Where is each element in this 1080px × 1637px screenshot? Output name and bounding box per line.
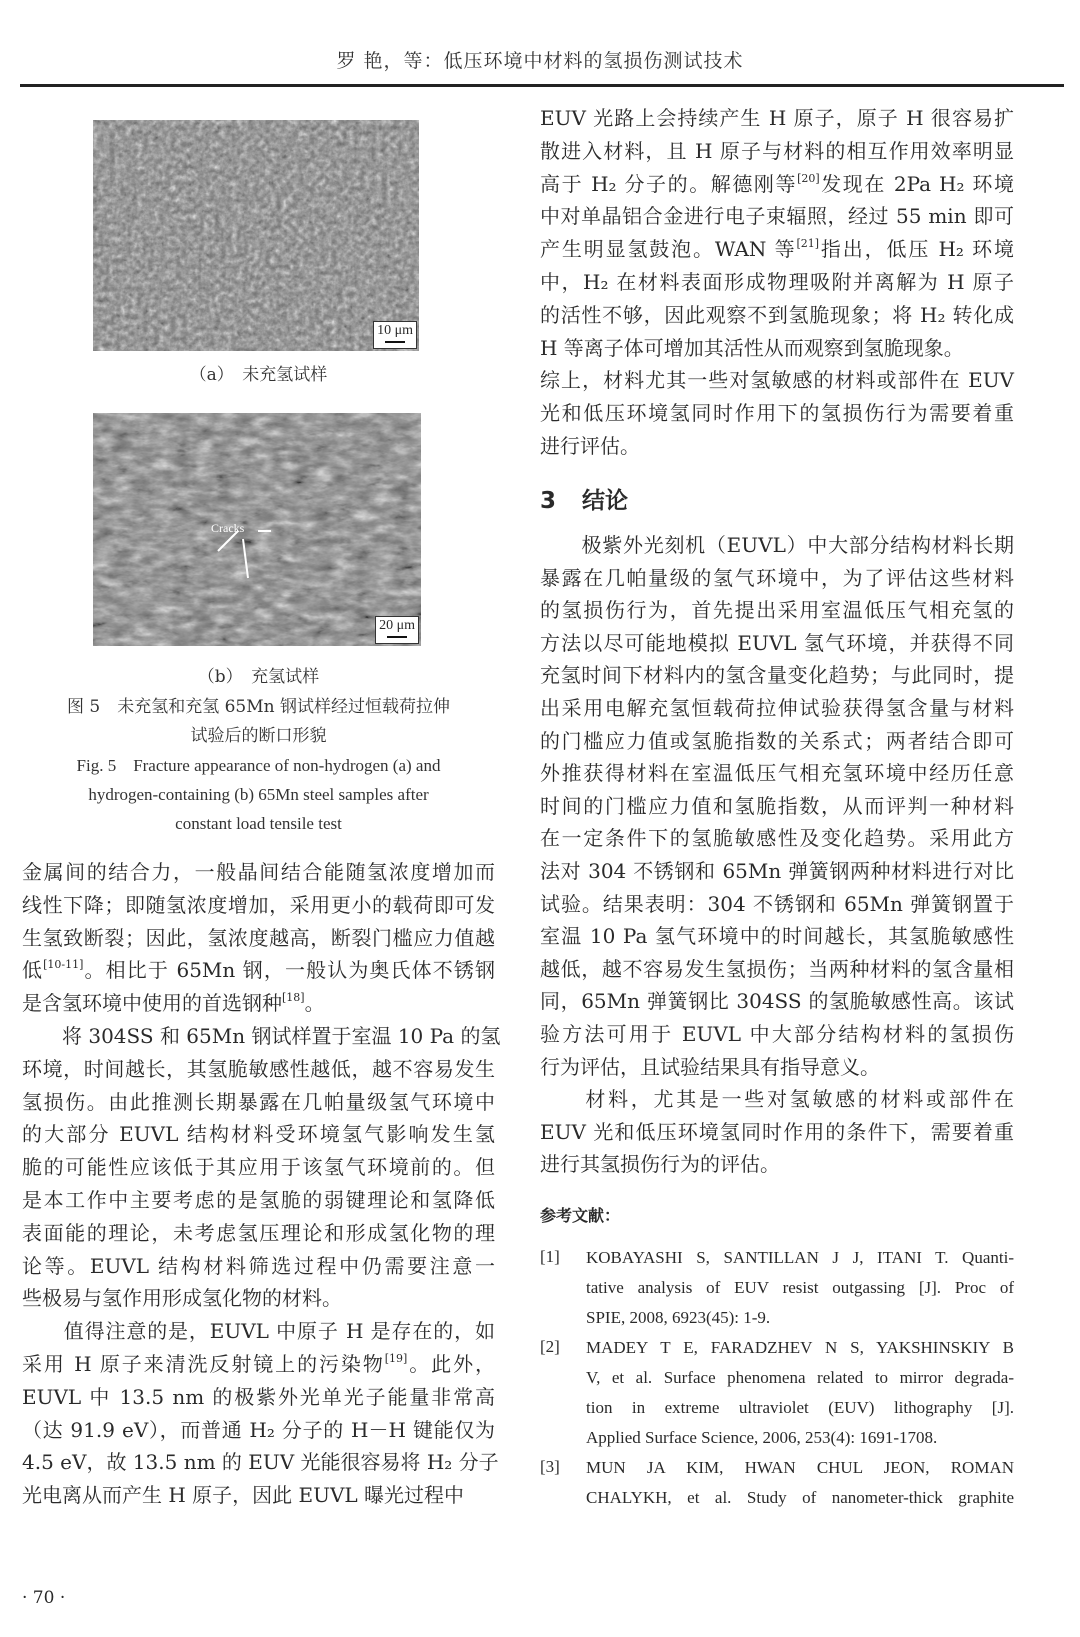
text-line: 的活性不够，因此观察不到氢脆现象；将 H₂ 转化成 xyxy=(540,302,1014,327)
text-line: 进行评估。 xyxy=(540,434,640,458)
text-line: 光和低压环境氢同时作用下的氢损伤行为需要着重 xyxy=(540,401,1014,426)
reference-line: tative analysis of EUV resist outgassing [J]. Proc of xyxy=(586,1278,1014,1297)
text-line: 法对 304 不锈钢和 65Mn 弹簧钢两种材料进行对比 xyxy=(540,859,1014,883)
section-number: 3 xyxy=(540,488,557,514)
text-line: 同，65Mn 弹簧钢比 304SS 的氢脆敏感性高。该试 xyxy=(540,989,1014,1014)
text-line: 些极易与氢作用形成氢化物的材料。 xyxy=(22,1286,342,1311)
text-line: 在一定条件下的氢脆敏感性及变化趋势。采用此方 xyxy=(540,826,1014,851)
reference-number: [3] xyxy=(540,1457,560,1476)
scale-label: 10 μm xyxy=(377,323,413,338)
text-line: 表面能的理论，未考虑氢压理论和形成氢化物的理 xyxy=(22,1220,495,1245)
citation[interactable]: [18] xyxy=(282,991,305,1005)
figure-caption-en-2: hydrogen-containing (b) 65Mn steel samples after xyxy=(88,785,429,804)
text-line: 将 304SS 和 65Mn 钢试样置于室温 10 Pa 的氢 xyxy=(22,1024,501,1048)
text-line: 材料，尤其是一些对氢敏感的材料或部件在 xyxy=(540,1087,1014,1112)
text-line: （达 91.9 eV），而普通 H₂ 分子的 H－H 键能仅为 xyxy=(22,1417,495,1442)
text-line: 线性下降；即随氢浓度增加，采用更小的载荷即可发 xyxy=(22,892,495,917)
sem-texture xyxy=(93,120,419,351)
text-line: 方法以尽可能地模拟 EUVL 氢气环境，并获得不同 xyxy=(540,630,1014,655)
text-line: 采用 H 原子来清洗反射镜上的污染物[19]。此外， xyxy=(22,1352,496,1376)
reference-line: V, et al. Surface phenomena related to mirror degrada- xyxy=(586,1368,1014,1387)
scale-bar-b xyxy=(375,616,419,644)
text-line: 是本工作中主要考虑的是氢脆的弱键理论和氢降低 xyxy=(22,1188,495,1212)
text-line: 是含氢环境中使用的首选钢种[18]。 xyxy=(22,991,325,1016)
text-line: 充氢时间下材料内的氢含量变化趋势；与此同时，提 xyxy=(540,663,1014,688)
reference-line: CHALYKH, et al. Study of nanometer-thick graphite xyxy=(586,1488,1014,1507)
reference-line: Applied Surface Science, 2006, 253(4): 1691-1708. xyxy=(586,1428,938,1447)
citation[interactable]: [19] xyxy=(384,1352,408,1365)
text-line: H 等离子体可增加其活性从而观察到氢脆现象。 xyxy=(540,335,964,360)
text-line: 越低，越不容易发生氢损伤；当两种材料的氢含量相 xyxy=(540,956,1014,981)
scale-bar-a xyxy=(373,321,417,349)
text-line: 低[10-11]。相比于 65Mn 钢，一般认为奥氏体不锈钢 xyxy=(22,958,496,983)
text-line: 试验。结果表明：304 不锈钢和 65Mn 弹簧钢置于 xyxy=(540,891,1014,916)
section-heading xyxy=(540,482,628,515)
header-rule xyxy=(20,84,1064,87)
text-line: 中，H₂ 在材料表面形成物理吸附并离解为 H 原子 xyxy=(540,270,1014,294)
text-line: 氢损伤。由此推测长期暴露在几帕量级氢气环境中 xyxy=(22,1089,495,1114)
reference-line: MADEY T E, FARADZHEV N S, YAKSHINSKIY B xyxy=(586,1338,1014,1357)
section-title: 结论 xyxy=(582,488,629,514)
reference-number: [2] xyxy=(540,1337,560,1356)
sem-image-b xyxy=(93,413,421,646)
reference-line: SPIE, 2008, 6923(45): 1-9. xyxy=(586,1308,771,1327)
text-line: 行为评估，且试验结果具有指导意义。 xyxy=(540,1054,880,1079)
text-line: 脆的可能性应该低于其应用于该氢气环境前的。但 xyxy=(22,1155,495,1180)
figure-caption-en-3: constant load tensile test xyxy=(175,814,342,833)
text-line: EUV 光和低压环境氢同时作用的条件下，需要着重 xyxy=(540,1119,1014,1144)
text-line: 室温 10 Pa 氢气环境中的时间越长，其氢脆敏感性 xyxy=(540,924,1014,949)
text-line: EUVL 中 13.5 nm 的极紫外光单光子能量非常高 xyxy=(22,1384,495,1409)
text-line: 综上，材料尤其一些对氢敏感的材料或部件在 EUV xyxy=(540,368,1014,393)
reference-line: MUN JA KIM, HWAN CHUL JEON, ROMAN xyxy=(586,1458,1014,1477)
text-line: 光电离从而产生 H 原子，因此 EUVL 曝光过程中 xyxy=(22,1483,465,1508)
references-heading: 参考文献： xyxy=(540,1206,621,1225)
citation[interactable]: [10-11] xyxy=(43,958,84,972)
citation[interactable]: [20] xyxy=(797,171,820,185)
text-line: 出采用电解充氢恒载荷拉伸试验获得氢含量与材料 xyxy=(540,696,1014,720)
figure-caption-cn-1: 图 5 未充氢和充氢 65Mn 钢试样经过恒载荷拉伸 xyxy=(66,697,450,717)
text-line: 进行其氢损伤行为的评估。 xyxy=(540,1152,780,1177)
text-line: EUV 光路上会持续产生 H 原子，原子 H 很容易扩 xyxy=(540,106,1014,130)
figure-caption-en-1: Fig. 5 Fracture appearance of non-hydrogen (a) and xyxy=(76,756,441,775)
text-line: 暴露在几帕量级的氢气环境中，为了评估这些材料 xyxy=(540,565,1014,590)
text-line: 极紫外光刻机（EUVL）中大部分结构材料长期 xyxy=(540,533,1014,557)
text-line: 生氢致断裂；因此，氢浓度越高，断裂门槛应力值越 xyxy=(22,925,495,950)
text-line: 的氢损伤行为，首先提出采用室温低压气相充氢的 xyxy=(540,598,1014,623)
text-line: 金属间的结合力，一般晶间结合能随氢浓度增加而 xyxy=(22,860,495,884)
text-line: 4.5 eV，故 13.5 nm 的 EUV 光能很容易将 H₂ 分子 xyxy=(22,1450,499,1475)
text-line: 时间的门槛应力值和氢脆指数，从而评判一种材料 xyxy=(540,793,1014,818)
text-line: 的门槛应力值或氢脆指数的关系式；两者结合即可 xyxy=(540,728,1014,753)
running-head: 罗 艳，等：低压环境中材料的氢损伤测试技术 xyxy=(336,50,744,72)
text-line: 值得注意的是，EUVL 中原子 H 是存在的，如 xyxy=(22,1319,495,1344)
sem-image-a xyxy=(93,120,419,351)
reference-number: [1] xyxy=(540,1247,560,1266)
reference-line: tion in extreme ultraviolet (EUV) lithography [J]. xyxy=(586,1398,1014,1417)
subcaption-b: （b） 充氢试样 xyxy=(197,667,320,687)
text-line: 验方法可用于 EUVL 中大部分结构材料的氢损伤 xyxy=(540,1022,1014,1046)
text-line: 高于 H₂ 分子的。解德刚等[20]发现在 2Pa H₂ 环境 xyxy=(540,171,1014,196)
sem-texture xyxy=(93,413,421,646)
figure-caption-cn-2: 试验后的断口形貌 xyxy=(190,726,327,746)
text-line: 外推获得材料在室温低压气相充氢环境中经历任意 xyxy=(540,761,1014,786)
text-line: 产生明显氢鼓泡。WAN 等[21]指出，低压 H₂ 环境 xyxy=(540,237,1014,262)
subcaption-a: （a） 未充氢试样 xyxy=(189,365,328,385)
page-number: · 70 · xyxy=(22,1588,66,1608)
text-line: 的大部分 EUVL 结构材料受环境氢气影响发生氢 xyxy=(22,1122,495,1147)
text-line: 环境，时间越长，其氢脆敏感性越低，越不容易发生 xyxy=(22,1056,495,1081)
reference-line: KOBAYASHI S, SANTILLAN J J, ITANI T. Quanti- xyxy=(586,1248,1014,1267)
cracks-label: Cracks xyxy=(211,521,245,535)
citation[interactable]: [21] xyxy=(796,237,820,251)
text-line: 散进入材料，且 H 原子与材料的相互作用效率明显 xyxy=(540,138,1014,163)
scale-label: 20 μm xyxy=(379,618,415,633)
text-line: 中对单晶铝合金进行电子束辐照，经过 55 min 即可 xyxy=(540,204,1014,229)
text-line: 论等。EUVL 结构材料筛选过程中仍需要注意一 xyxy=(22,1253,495,1278)
